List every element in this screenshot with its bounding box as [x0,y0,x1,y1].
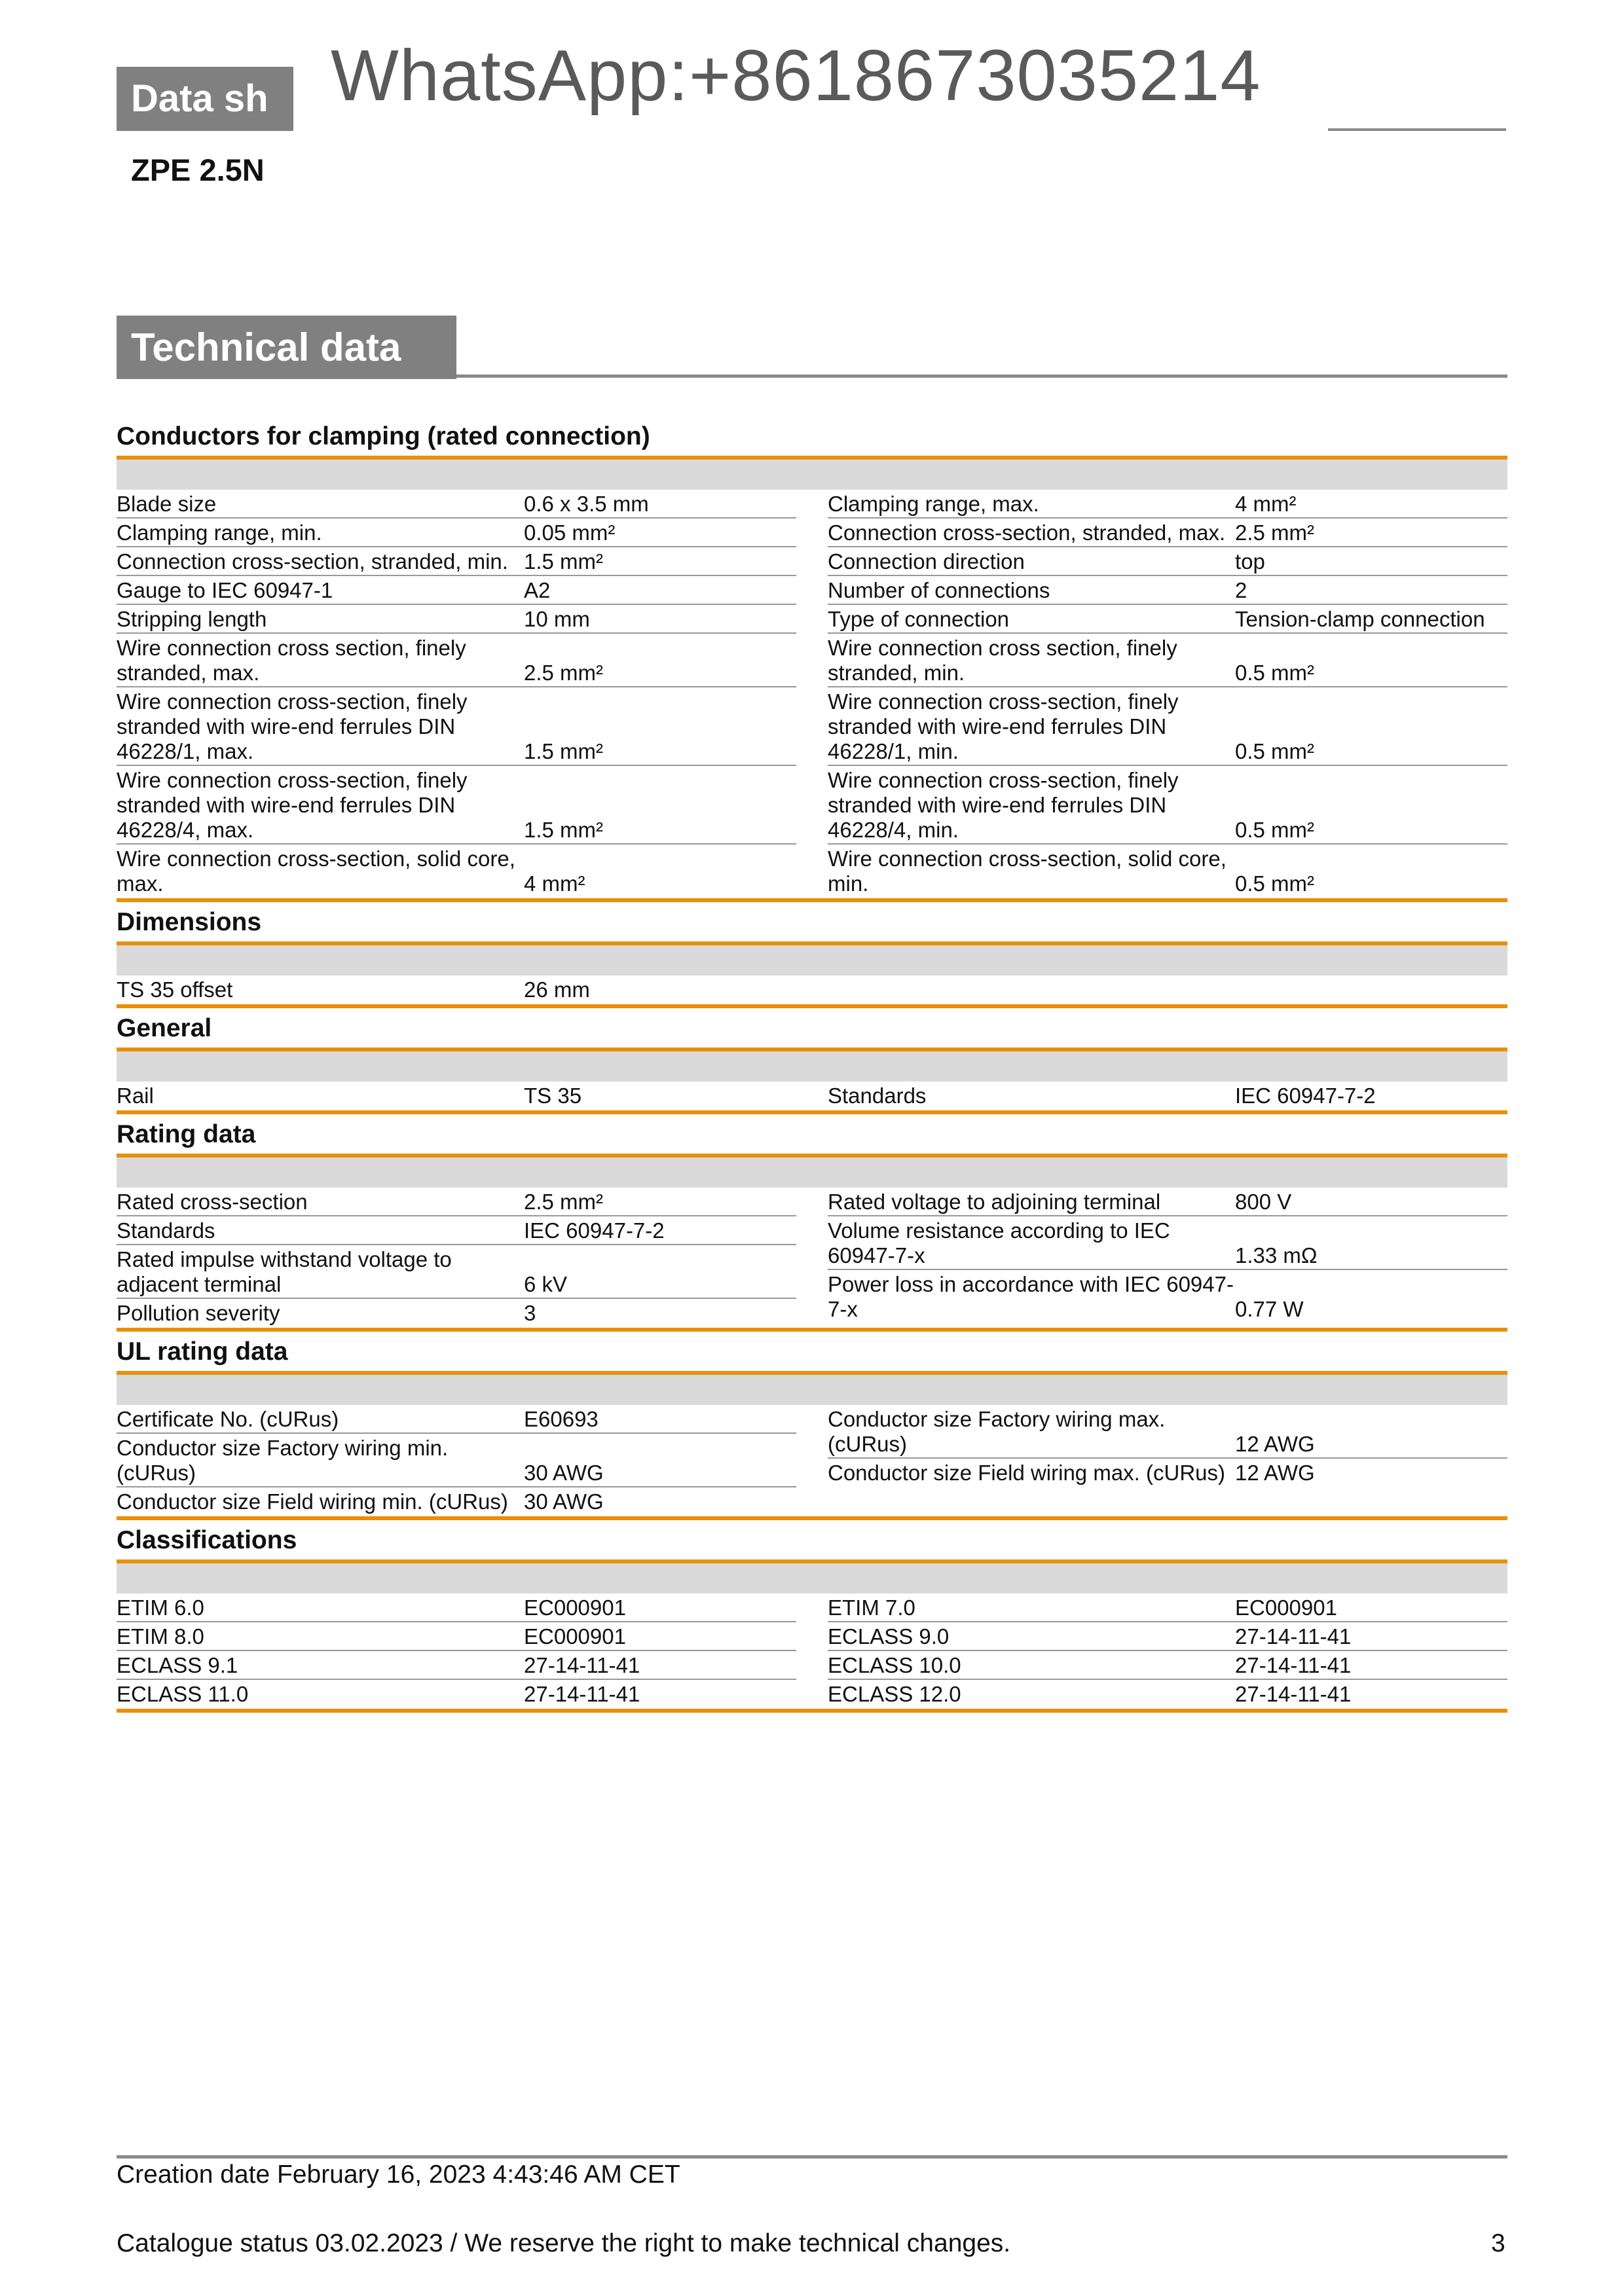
spec-column-right [828,1594,1507,1707]
spec-value: 26 mm [524,977,590,1002]
datasheet-title-box [117,67,293,131]
spec-value: 2.5 mm² [524,661,604,685]
page-number: 3 [1491,2229,1505,2257]
spec-row [117,1082,796,1109]
spec-value: Tension-clamp connection [1235,607,1485,631]
spec-label: Wire connection cross-section, finely stranded with wire-end ferrules DIN 46228/1, max. [117,689,468,763]
section [117,1008,1507,1114]
spec-label: Gauge to IEC 60947-1 [117,578,333,602]
spec-row [117,1651,796,1680]
spec-row [828,766,1507,845]
spec-label: Stripping length [117,607,267,631]
spec-value: 1.5 mm² [524,739,604,763]
section-title: General [117,1014,212,1042]
spec-row [117,1594,796,1622]
spec-label: Rated cross-section [117,1190,308,1214]
spec-value: IEC 60947-7-2 [1235,1084,1376,1108]
spec-column-right [828,490,1507,897]
spec-row [117,1680,796,1707]
spec-row [117,1188,796,1216]
spec-row [828,1622,1507,1651]
spec-row [117,845,796,897]
section [117,416,1507,902]
spec-value: 4 mm² [1235,492,1297,516]
spec-table [117,1405,1507,1515]
spec-row [117,547,796,576]
spec-row [828,1270,1507,1322]
spec-row [828,1188,1507,1216]
spec-row [828,1082,1507,1109]
spec-column-left [117,1594,796,1707]
spec-label: TS 35 offset [117,977,233,1002]
spec-column-right [828,1188,1507,1326]
spec-row [117,1434,796,1487]
section-bottom-rule [117,1709,1507,1713]
spec-label: ETIM 8.0 [117,1624,204,1649]
spec-value: 27-14-11-41 [1235,1682,1352,1706]
spec-row [828,634,1507,687]
section-header-band [117,460,1507,490]
spec-column-right [828,1082,1507,1109]
spec-row [117,687,796,766]
spec-value: 2.5 mm² [524,1190,604,1214]
spec-label: Conductor size Field wiring min. (cURus) [117,1489,508,1514]
spec-value: EC000901 [524,1624,626,1649]
spec-label: Conductor size Field wiring max. (cURus) [828,1461,1226,1485]
spec-label: Number of connections [828,578,1050,602]
spec-label: Clamping range, min. [117,520,322,545]
spec-label: Rated impulse withstand voltage to adjacent terminal [117,1247,452,1296]
spec-value: 0.05 mm² [524,520,616,545]
spec-label: Clamping range, max. [828,492,1039,516]
section-header-band [117,1563,1507,1594]
spec-row [117,1245,796,1299]
spec-row [117,975,796,1003]
spec-row [828,576,1507,605]
spec-row [117,1405,796,1434]
spec-column-left [117,1188,796,1326]
spec-row [828,490,1507,519]
spec-label: Rated voltage to adjoining terminal [828,1190,1161,1214]
spec-value: 2.5 mm² [1235,520,1315,545]
spec-value: 0.5 mm² [1235,818,1315,842]
spec-label: Wire connection cross-section, solid core, max. [117,847,515,896]
section [117,1520,1507,1713]
spec-label: Volume resistance according to IEC 60947-7-x [828,1218,1170,1267]
watermark-text: WhatsApp:+8618673035214 [331,35,1261,116]
spec-table [117,490,1507,897]
spec-label: ECLASS 9.0 [828,1624,950,1649]
section-title: Rating data [117,1120,256,1148]
spec-label: ECLASS 9.1 [117,1653,238,1677]
spec-row [828,1405,1507,1459]
spec-label: Rail [117,1084,154,1108]
spec-row [117,576,796,605]
spec-row [828,845,1507,897]
spec-value: 4 mm² [524,871,585,896]
spec-row [117,1299,796,1326]
spec-label: Conductor size Factory wiring min. (cURus) [117,1436,449,1485]
spec-value: A2 [524,578,551,602]
spec-column-left [117,1082,796,1109]
spec-value: 2 [1235,578,1247,602]
spec-value: 800 V [1235,1190,1292,1214]
spec-value: 0.5 mm² [1235,661,1315,685]
spec-row [117,1216,796,1245]
spec-row [117,490,796,519]
spec-label: Wire connection cross-section, finely stranded with wire-end ferrules DIN 46228/4, min. [828,768,1179,842]
spec-value: 27-14-11-41 [1235,1653,1352,1677]
technical-data-heading: Technical data [131,325,401,369]
spec-label: ECLASS 11.0 [117,1682,249,1706]
creation-date: Creation date February 16, 2023 4:43:46 AM CET [117,2160,680,2189]
spec-value: 1.5 mm² [524,549,604,574]
spec-label: ECLASS 12.0 [828,1682,961,1706]
spec-label: Certificate No. (cURus) [117,1407,339,1431]
spec-label: Standards [117,1218,215,1243]
spec-value: 12 AWG [1235,1432,1315,1456]
spec-value: 6 kV [524,1272,568,1296]
spec-label: Connection direction [828,549,1025,574]
spec-row [828,605,1507,634]
spec-value: 0.5 mm² [1235,739,1315,763]
spec-table [117,1594,1507,1707]
spec-row [117,519,796,547]
footer-rule [117,2155,1507,2159]
spec-label: Wire connection cross-section, finely stranded with wire-end ferrules DIN 46228/4, max. [117,768,468,842]
spec-label: ECLASS 10.0 [828,1653,961,1677]
spec-row [828,1216,1507,1270]
spec-label: Standards [828,1084,927,1108]
spec-column-left [117,975,796,1003]
spec-row [828,1680,1507,1707]
section-title: UL rating data [117,1338,288,1366]
spec-label: Wire connection cross section, finely stranded, min. [828,636,1177,685]
spec-label: Wire connection cross section, finely stranded, max. [117,636,466,685]
header-rule [1328,128,1506,131]
spec-label: Connection cross-section, stranded, max. [828,520,1226,545]
spec-value: 0.5 mm² [1235,871,1315,896]
spec-column-left [117,490,796,897]
spec-row [117,766,796,845]
spec-value: 27-14-11-41 [1235,1624,1352,1649]
spec-value: 12 AWG [1235,1461,1315,1485]
spec-row [828,687,1507,766]
spec-label: Wire connection cross-section, solid core, min. [828,847,1227,896]
spec-value: TS 35 [524,1084,582,1108]
spec-value: top [1235,549,1265,574]
spec-value: 1.5 mm² [524,818,604,842]
section-title: Conductors for clamping (rated connection) [117,422,650,450]
spec-value: IEC 60947-7-2 [524,1218,665,1243]
spec-value: 27-14-11-41 [524,1682,640,1706]
section-header-band [117,1157,1507,1188]
spec-table [117,1082,1507,1109]
spec-value: 1.33 mΩ [1235,1243,1318,1267]
spec-label: Type of connection [828,607,1010,631]
spec-column-left [117,1405,796,1515]
spec-label: Wire connection cross-section, finely stranded with wire-end ferrules DIN 46228/1, min. [828,689,1179,763]
spec-row [828,547,1507,576]
spec-row [117,605,796,634]
spec-value: E60693 [524,1407,599,1431]
spec-label: Connection cross-section, stranded, min. [117,549,508,574]
section [117,1114,1507,1332]
spec-value: 30 AWG [524,1489,604,1514]
spec-value: 10 mm [524,607,590,631]
spec-label: Blade size [117,492,217,516]
spec-value: 3 [524,1301,536,1325]
spec-label: Pollution severity [117,1301,280,1325]
section-header-band [117,1051,1507,1082]
technical-data-heading-box [117,316,456,379]
spec-row [828,1459,1507,1486]
section-header-band [117,945,1507,975]
datasheet-title: Data sh [131,77,268,120]
spec-value: 0.6 x 3.5 mm [524,492,649,516]
spec-value: 27-14-11-41 [524,1653,640,1677]
spec-row [828,1651,1507,1680]
catalogue-status: Catalogue status 03.02.2023 / We reserve the right to make technical changes. [117,2229,1011,2257]
technical-data-content [117,416,1507,1713]
section [117,902,1507,1008]
spec-row [117,1487,796,1515]
spec-row [117,1622,796,1651]
section-title: Dimensions [117,908,262,936]
spec-value: EC000901 [1235,1595,1337,1620]
spec-column-right [828,1405,1507,1515]
spec-value: EC000901 [524,1595,626,1620]
spec-row [828,519,1507,547]
spec-table [117,1188,1507,1326]
section-header-band [117,1375,1507,1405]
spec-label: Power loss in accordance with IEC 60947-7-x [828,1272,1234,1321]
spec-row [117,634,796,687]
spec-label: Conductor size Factory wiring max. (cURus) [828,1407,1166,1456]
technical-data-rule [456,374,1507,378]
spec-label: ETIM 7.0 [828,1595,915,1620]
spec-row [828,1594,1507,1622]
spec-value: 30 AWG [524,1461,604,1485]
product-name: ZPE 2.5N [131,153,265,187]
spec-table [117,975,1507,1003]
section [117,1332,1507,1520]
spec-label: ETIM 6.0 [117,1595,204,1620]
spec-value: 0.77 W [1235,1297,1304,1321]
section-title: Classifications [117,1526,297,1554]
spec-column-right [828,975,1507,1003]
